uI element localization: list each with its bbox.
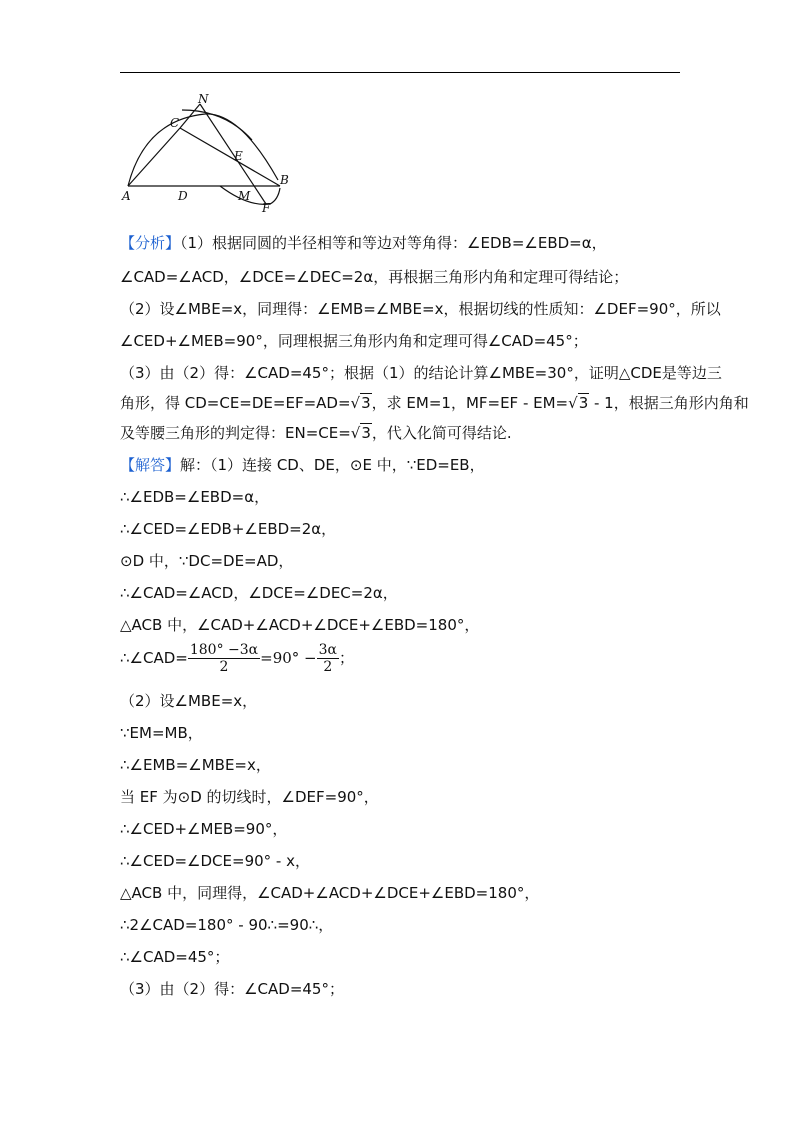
solution-line: ∴∠EDB=∠EBD=α， (120, 488, 270, 506)
label-c: C (170, 116, 180, 130)
analysis-line-7: 及等腰三角形的判定得：EN=CE=√3，代入化简可得结论. (120, 424, 512, 442)
fraction-1: $\frac{180^\circ -3\alpha}{2}$ (189, 642, 259, 675)
label-f: F (262, 201, 271, 215)
segment-nf (200, 104, 266, 204)
sqrt-3: √3 (568, 394, 589, 412)
solution-line: ∴∠CAD=∠ACD，∠DCE=∠DEC=2α， (120, 584, 398, 602)
segment-cb (180, 128, 280, 186)
solution-line: ∴∠EMB=∠MBE=x， (120, 756, 271, 774)
label-n: N (198, 92, 209, 106)
label-e: E (234, 149, 243, 163)
fraction-line: ∴∠CAD= $\frac{180^\circ -3\alpha}{2}$ =90° − $\frac{3\alpha}{2}$ ； (120, 642, 355, 675)
analysis-line-2: ∠CAD=∠ACD，∠DCE=∠DEC=2α，再根据三角形内角和定理可得结论； (120, 268, 629, 286)
solution-line: 当 EF 为⊙D 的切线时，∠DEF=90°， (120, 788, 379, 806)
solution-line: ∴∠CAD=45°； (120, 948, 230, 966)
analysis-line-5: （3）由（2）得：∠CAD=45°；根据（1）的结论计算∠MBE=30°，证明△CDE是等边三 (120, 364, 722, 382)
analysis-line-6: 角形，得 CD=CE=DE=EF=AD=√3，求 EM=1，MF=EF - EM=√3 - 1，根据三角形内角和 (120, 394, 749, 412)
solution-line: （2）设∠MBE=x， (120, 692, 258, 710)
label-d: D (178, 189, 188, 203)
label-a: A (122, 189, 131, 203)
analysis-line-3: （2）设∠MBE=x，同理得：∠EMB=∠MBE=x，根据切线的性质知：∠DEF=90°，所以 (120, 300, 721, 318)
solution-line: （3）由（2）得：∠CAD=45°； (120, 980, 344, 998)
solution-line: △ACB 中，同理得，∠CAD+∠ACD+∠DCE+∠EBD=180°， (120, 884, 540, 902)
segment-cn (180, 104, 200, 128)
solution-line: ⊙D 中，∵DC=DE=AD， (120, 552, 294, 570)
solution-line: ∴∠CED+∠MEB=90°， (120, 820, 288, 838)
analysis-line-1: 【分析】（1）根据同圆的半径相等和等边对等角得：∠EDB=∠EBD=α， (120, 234, 607, 252)
sqrt-3: √3 (350, 424, 371, 442)
solution-tag: 【解答】 (120, 456, 181, 474)
header-rule (120, 72, 680, 73)
analysis-tag: 【分析】 (120, 234, 181, 252)
fraction-2: $\frac{3\alpha}{2}$ (318, 642, 337, 675)
analysis-line-4: ∠CED+∠MEB=90°，同理根据三角形内角和定理可得∠CAD=45°； (120, 332, 588, 350)
solution-line: ∴2∠CAD=180° - 90∴=90∴， (120, 916, 334, 934)
solution-line: ∴∠CED=∠EDB+∠EBD=2α， (120, 520, 337, 538)
solution-line: ∴∠CED=∠DCE=90° - x， (120, 852, 310, 870)
label-m: M (238, 189, 251, 203)
arc-top (128, 114, 278, 186)
solution-head: 【解答】解：（1）连接 CD、DE，⊙E 中，∵ED=EB， (120, 456, 485, 474)
geometry-figure (120, 92, 300, 217)
solution-line: △ACB 中，∠CAD+∠ACD+∠DCE+∠EBD=180°， (120, 616, 480, 634)
sqrt-3: √3 (350, 394, 371, 412)
solution-line: ∵EM=MB， (120, 724, 203, 742)
label-b: B (280, 173, 289, 187)
